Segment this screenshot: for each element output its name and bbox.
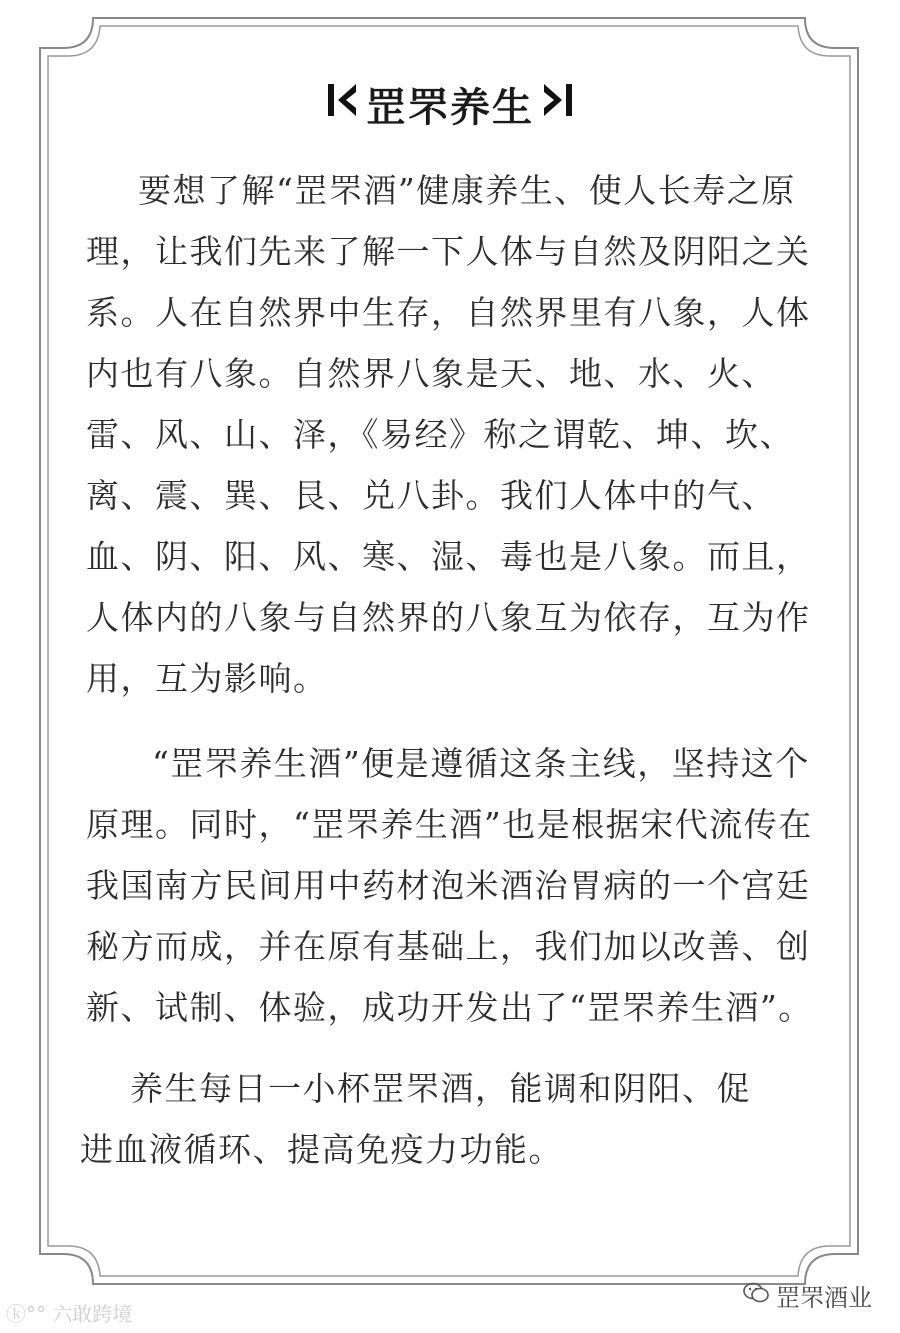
page-title <box>0 76 900 133</box>
title-left-mark-icon <box>326 80 360 130</box>
paragraph-benefit: 养生每日一小杯罡罘酒，能调和阴阳、促进血液循环、提高免疫力功能。 <box>80 1069 751 1169</box>
watermark-left-text: 六敢跨境 <box>52 1302 133 1326</box>
paragraph-origin: “罡罘养生酒”便是遵循这条主线，坚持这个原理。同时，“罡罘养生酒”也是根据宋代流传在我国南方民间用中药材泡米酒治胃病的一个宫廷秘方而成，并在原有基础上，我们加以改善、创新、试制、体验，成功开发出了“罡罘养生酒”。 <box>86 744 813 1027</box>
title-text: 罡罘养生 <box>366 84 534 131</box>
title-right-mark-icon <box>540 80 574 130</box>
watermark-right-text: 罡罘酒业 <box>776 1284 872 1312</box>
watermark-right <box>742 1278 872 1313</box>
watermark-left <box>6 1298 132 1327</box>
wechat-icon <box>742 1281 770 1311</box>
paragraph-principle: 要想了解“罡罘酒”健康养生、使人长寿之原理，让我们先来了解一下人体与自然及阴阳之关系。人在自然界中生存，自然界里有八象，人体内也有八象。自然界八象是天、地、水、火、雷、风、山、泽，《易经》称之谓乾、坤、坎、离、震、巽、艮、兑八卦。我们人体中的气、血、阴、阳、风、寒、湿、毒也是八象。而且，人体内的八象与自然界的八象互为依存，互为作用，互为影响。 <box>86 171 811 698</box>
watermark-logo-icon: ⓚ°° <box>6 1302 46 1326</box>
